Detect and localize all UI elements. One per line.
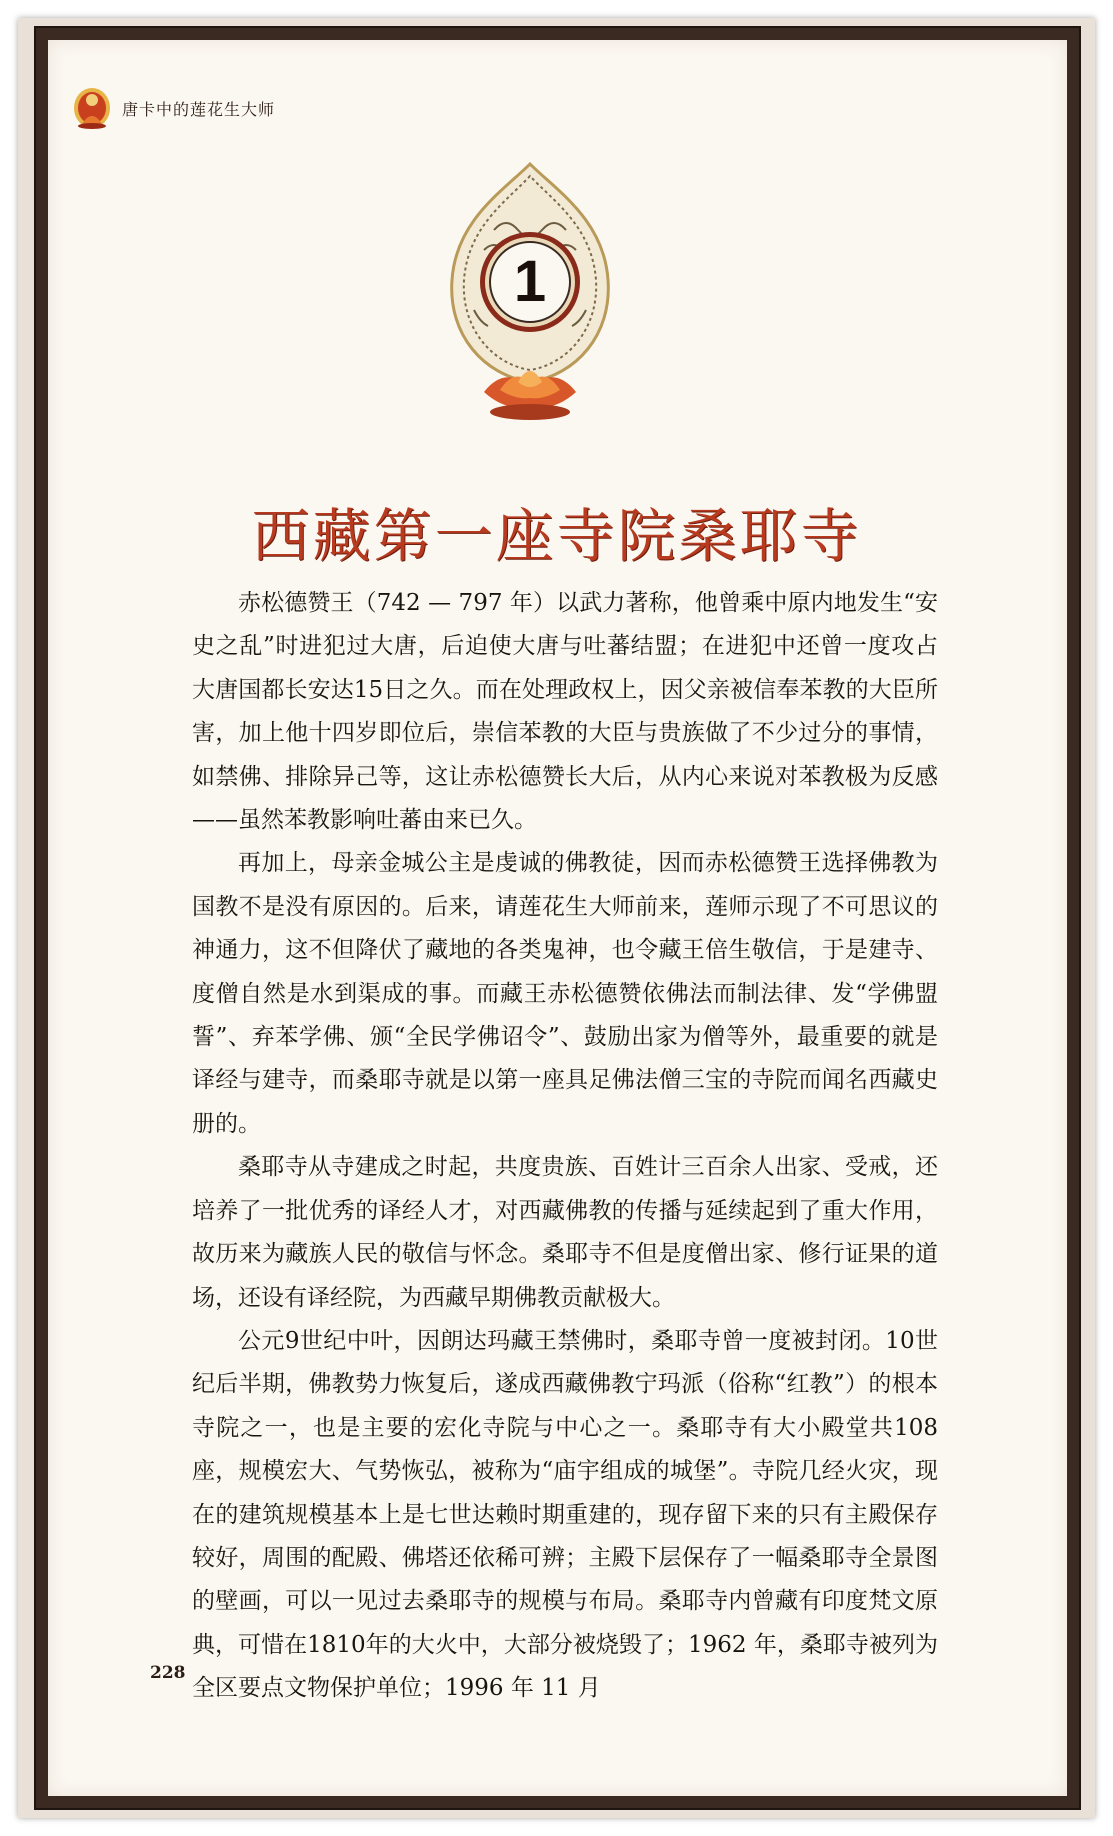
chapter-number: 1 — [513, 249, 547, 314]
page-number: 228 — [150, 1663, 186, 1683]
padmasambhava-emblem-icon — [72, 86, 112, 130]
chapter-title: 西藏第一座寺院桑耶寺 — [251, 501, 862, 570]
chapter-body — [192, 582, 938, 1711]
paragraph: 再加上，母亲金城公主是虔诚的佛教徒，因而赤松德赞王选择佛教为国教不是没有原因的。后来，请莲花生大师前来，莲师示现了不可思议的神通力，这不但降伏了藏地的各类鬼神，也令藏王倍生敬信，于是建寺、度僧自然是水到渠成的事。而藏王赤松德赞依佛法而制法律、发“学佛盟誓”、弃苯学佛、颁“全民学佛诏令”、鼓励出家为僧等外，最重要的就是译经与建寺，而桑耶寺就是以第一座具足佛法僧三宝的寺院而闻名西藏史册的。 — [192, 850, 938, 1137]
paragraph: 赤松德赞王（742 — 797 年）以武力著称，他曾乘中原内地发生“安史之乱”时进犯过大唐，后迫使大唐与吐蕃结盟；在进犯中还曾一度攻占大唐国都长安达15日之久。而在处理政权上，因父亲被信奉苯教的大臣所害，加上他十四岁即位后，崇信苯教的大臣与贵族做了不少过分的事情，如禁佛、排除异己等，这让赤松德赞长大后，从内心来说对苯教极为反感——虽然苯教影响吐蕃由来已久。 — [192, 590, 938, 834]
book-title: 唐卡中的莲花生大师 — [122, 99, 276, 119]
paragraph: 公元9世纪中叶，因朗达玛藏王禁佛时，桑耶寺曾一度被封闭。10世纪后半期，佛教势力恢复后，遂成西藏佛教宁玛派（俗称“红教”）的根本寺院之一，也是主要的宏化寺院与中心之一。桑耶寺有大小殿堂共108座，规模宏大、气势恢弘，被称为“庙宇组成的城堡”。寺院几经火灾，现在的建筑规模基本上是七世达赖时期重建的，现存留下来的只有主殿保存较好，周围的配殿、佛塔还依稀可辨；主殿下层保存了一幅桑耶寺全景图的壁画，可以一见过去桑耶寺的规模与布局。桑耶寺内曾藏有印度梵文原典，可惜在1810年的大火中，大部分被烧毁了；1962 年，桑耶寺被列为全区要点文物保护单位；1996 年 11 月 — [192, 1327, 938, 1702]
lotus-badge-icon — [434, 160, 626, 480]
chapter-badge — [434, 160, 626, 480]
paragraph: 桑耶寺从寺建成之时起，共度贵族、百姓计三百余人出家、受戒，还培养了一批优秀的译经人才，对西藏佛教的传播与延续起到了重大作用，故历来为藏族人民的敬信与怀念。桑耶寺不但是度僧出家、修行证果的道场，还设有译经院，为西藏早期佛教贡献极大。 — [192, 1154, 938, 1311]
running-header — [72, 86, 275, 130]
